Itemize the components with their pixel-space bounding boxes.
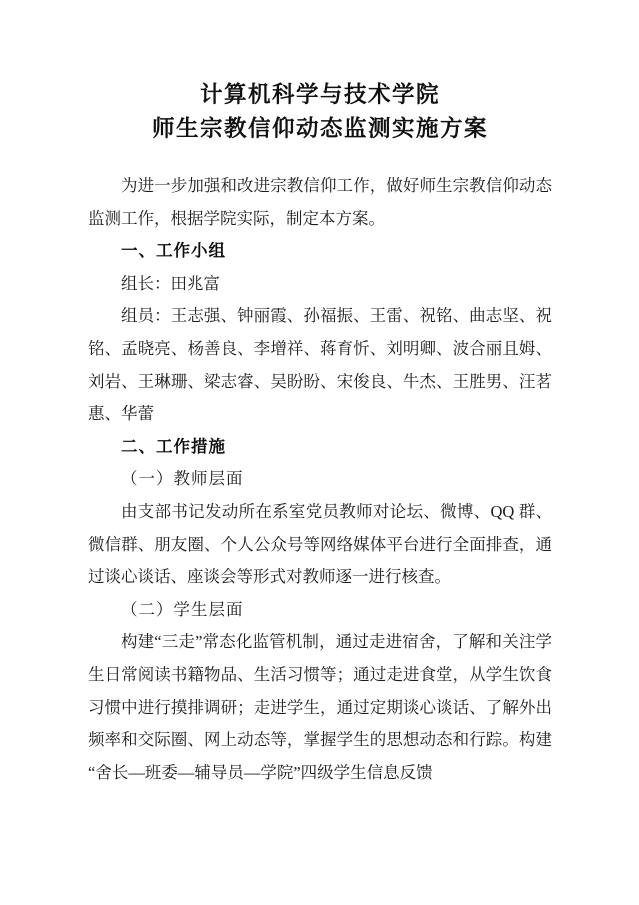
group-leader-line: 组长：田兆富	[121, 273, 220, 293]
group-members-paragraph: 组员：王志强、钟丽霞、孙福振、王雷、祝铭、曲志坚、祝铭、孟晓亮、杨善良、李增祥、蒋育忻、刘明卿、波合丽且姆、刘岩、王琳珊、梁志睿、吴盼盼、宋俊良、牛杰、王胜男、汪茗惠、华蕾	[88, 306, 552, 424]
document-body	[88, 170, 552, 789]
section2-heading: 二、工作措施	[121, 437, 226, 456]
section1-heading: 一、工作小组	[121, 242, 226, 261]
subsection2-heading: （二）学生层面	[121, 599, 244, 619]
document-title-line2: 师生宗教信仰动态监测实施方案	[151, 116, 488, 141]
document-title	[88, 78, 552, 146]
student-measures-paragraph: 构建“三走”常态化监管机制，通过走进宿舍，了解和关注学生日常阅读书籍物品、生活习惯等；通过走进食堂，从学生饮食习惯中进行摸排调研；走进学生，通过定期谈心谈话、了解外出频率和交际圈、网上动态等，掌握学生的思想动态和行踪。构建“舍长—班委—辅导员—学院”四级学生信息反馈	[88, 632, 552, 782]
intro-paragraph: 为进一步加强和改进宗教信仰工作，做好师生宗教信仰动态监测工作，根据学院实际，制定本方案。	[88, 176, 552, 228]
subsection1-heading: （一）教师层面	[121, 469, 244, 489]
teacher-measures-paragraph: 由支部书记发动所在系室党员教师对论坛、微博、QQ 群、微信群、朋友圈、个人公众号等网络媒体平台进行全面排查，通过谈心谈话、座谈会等形式对教师逐一进行核查。	[88, 501, 552, 587]
document-title-line1: 计算机科学与技术学院	[199, 82, 440, 107]
